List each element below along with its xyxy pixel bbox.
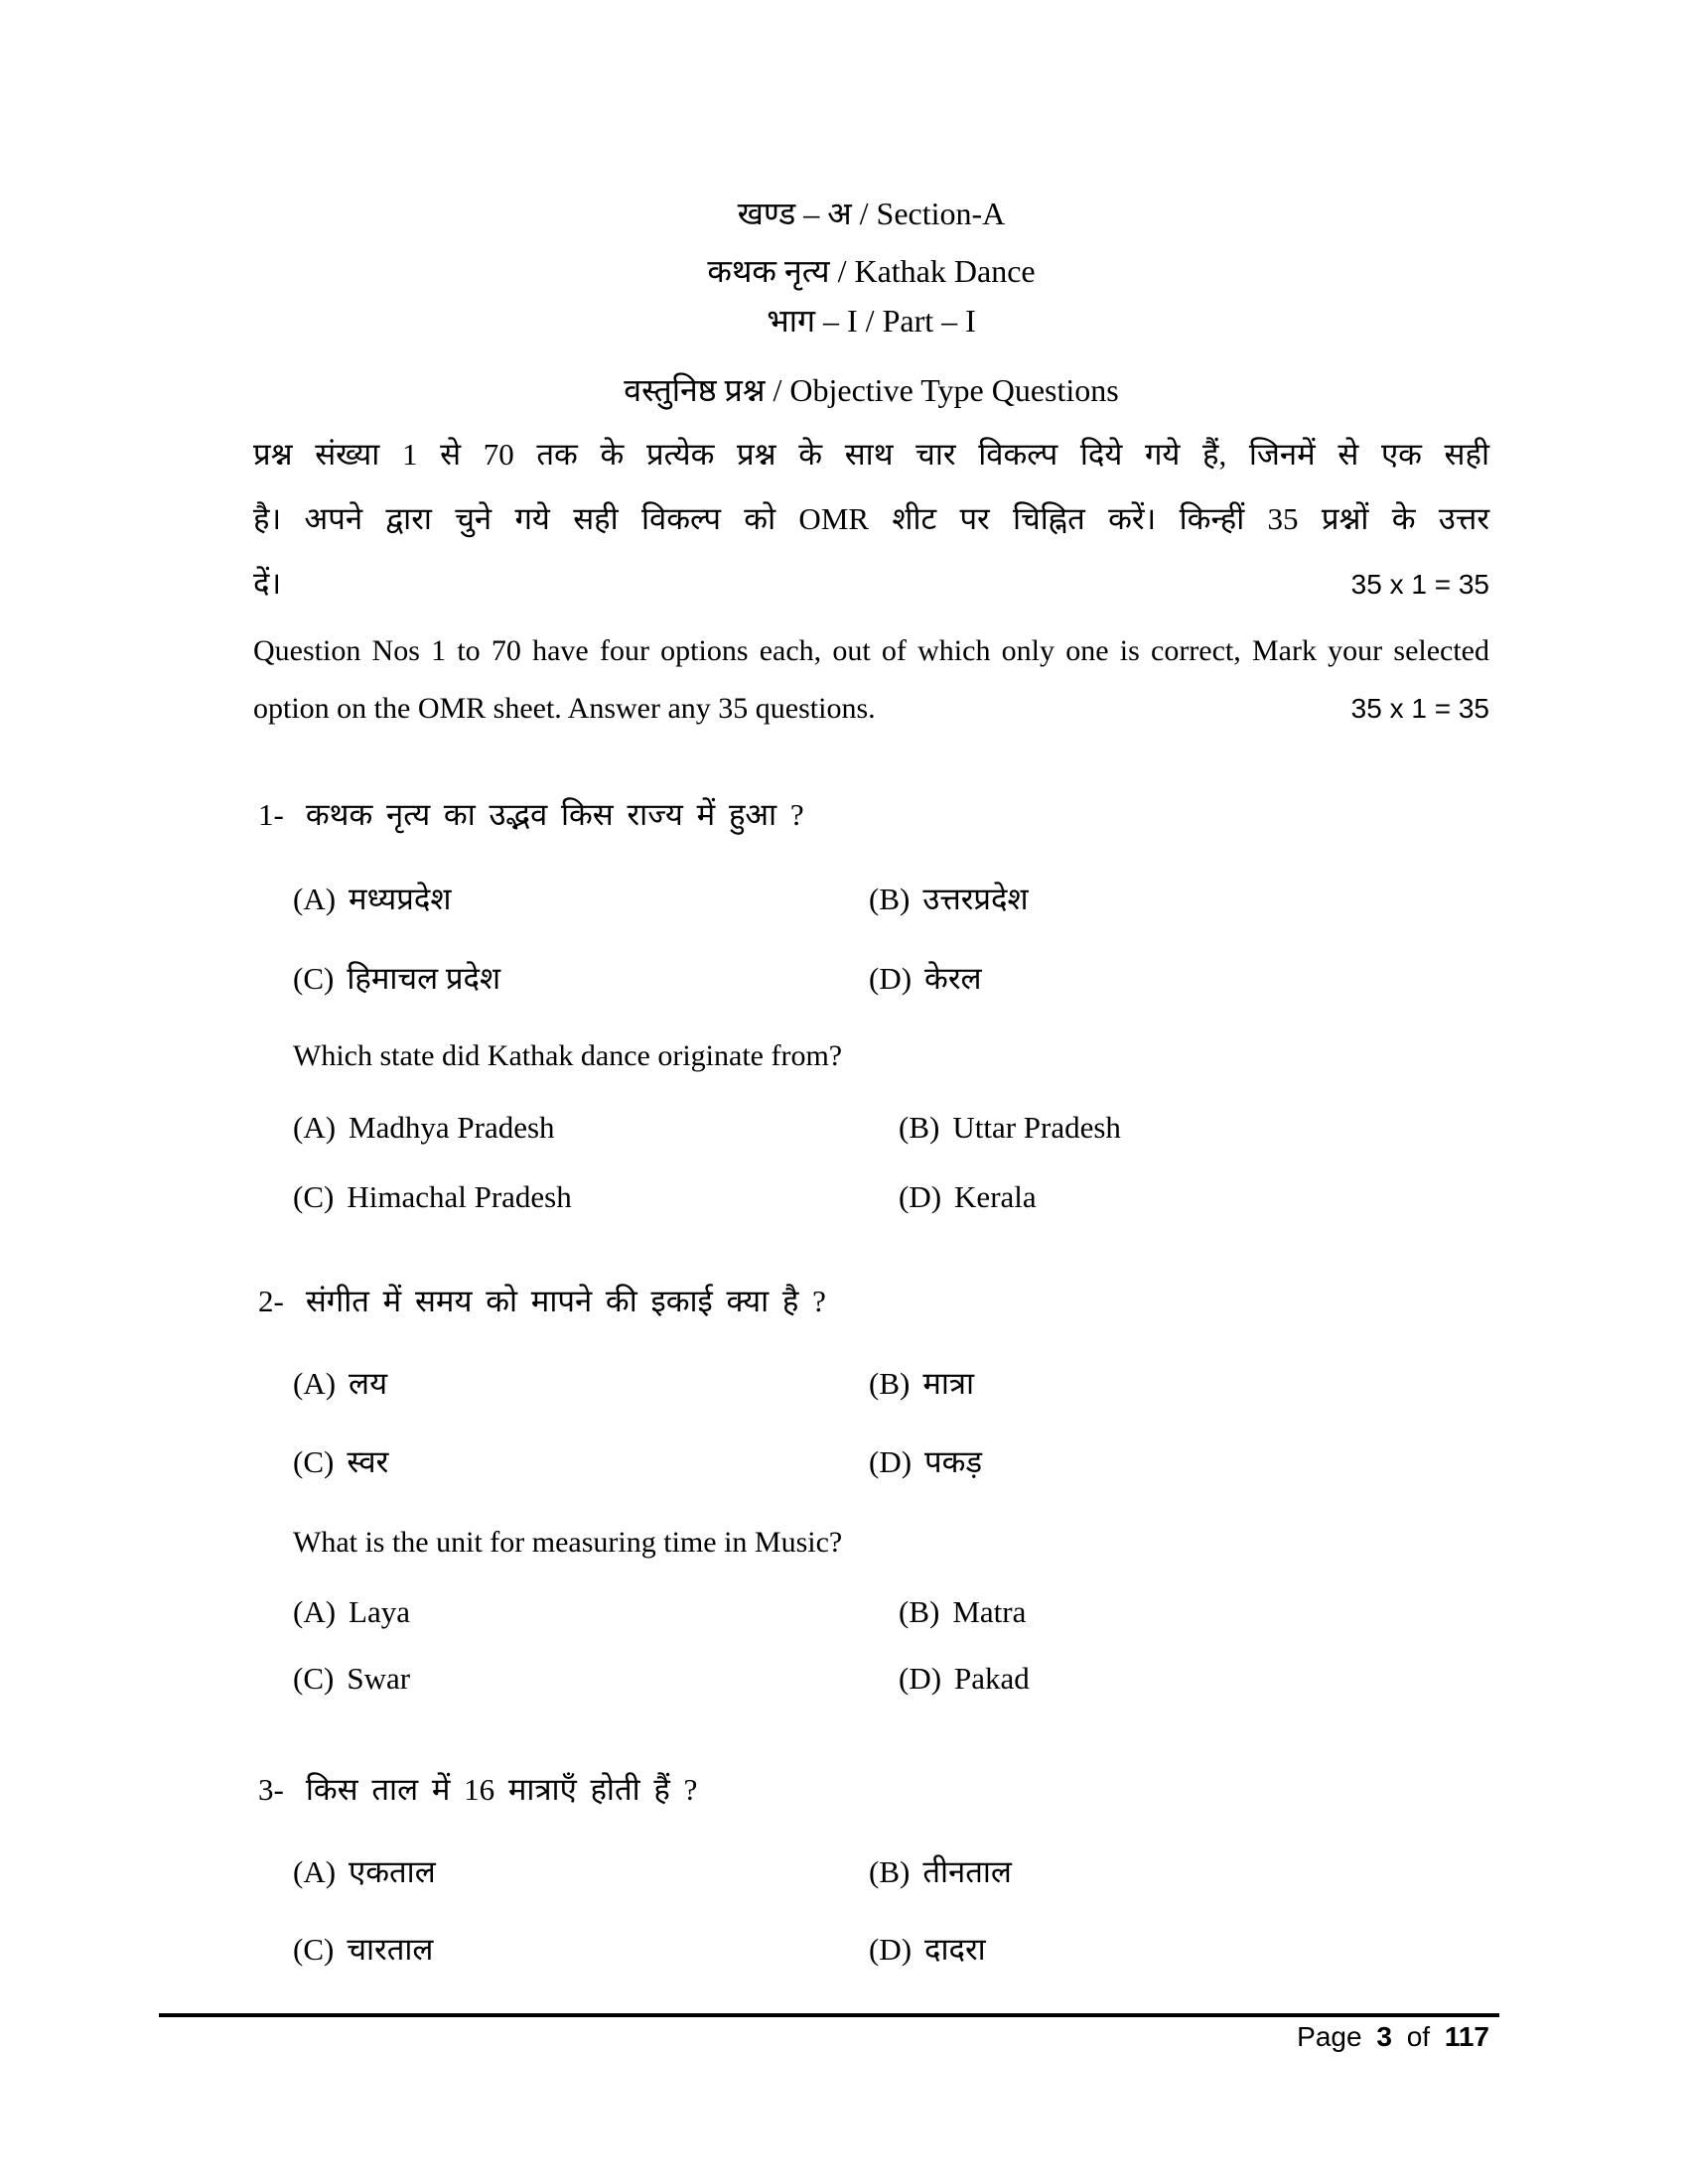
option-label: (B) [869,1854,911,1889]
option-c-hindi [253,1930,869,1970]
option-b-hindi [869,880,1029,919]
option-label: (D) [899,1179,942,1214]
question-text-hindi: संगीत में समय को मापने की इकाई क्या है ? [305,1284,826,1318]
option-text: उत्तरप्रदेश [922,882,1029,916]
subject-title: कथक नृत्य / Kathak Dance [707,253,1036,289]
of-label: of [1406,2021,1431,2052]
instructions-english-line1: Question Nos 1 to 70 have four options each, out of which only one is correct, Mark your selected [253,634,1489,667]
option-text: तीनताल [922,1854,1012,1889]
option-label: (C) [293,1179,335,1214]
option-a-english [253,1592,899,1632]
question-number: 3- [258,1772,284,1807]
option-text: Madhya Pradesh [349,1110,555,1145]
option-text: Kerala [954,1179,1037,1214]
option-b-english [899,1108,1121,1148]
option-label: (D) [899,1661,942,1696]
question-3-hindi-options-row2 [253,1930,1489,1970]
option-d-hindi [869,1442,982,1482]
option-label: (A) [293,1366,337,1401]
instructions-english-line2-text: option on the OMR sheet. Answer any 35 questions. [253,692,876,725]
option-text: स्वर [347,1444,389,1479]
option-label: (C) [293,1661,335,1696]
option-text: मध्यप्रदेश [349,882,452,916]
option-text: Swar [347,1661,411,1696]
option-c-hindi [253,1442,869,1482]
option-d-english [899,1659,1030,1699]
option-b-english [899,1592,1026,1632]
option-text: Himachal Pradesh [347,1179,572,1214]
option-a-hindi [253,1852,869,1892]
page-label: Page [1297,2021,1362,2052]
part-title: भाग – I / Part – I [767,303,976,339]
option-label: (A) [293,882,337,916]
instructions-hindi-line3 [253,551,1489,616]
question-block-2 [253,1282,1489,1699]
question-3-hindi-options-row1 [253,1852,1489,1892]
question-text-hindi: किस ताल में 16 मात्राएँ होती हैं ? [305,1772,698,1807]
option-a-hindi [253,880,869,919]
section-title: खण्ड – अ / Section-A [737,196,1006,231]
option-label: (B) [899,1110,940,1145]
question-text-hindi: कथक नृत्य का उद्भव किस राज्य में हुआ ? [305,797,804,832]
question-type-title: वस्तुनिष्ठ प्रश्न / Objective Type Questions [624,372,1119,408]
instructions-hindi-line2: है। अपने द्वारा चुने गये सही विकल्प को OMR शीट पर चिह्नित करें। किन्हीं 35 प्रश्नों के उत्तर [253,501,1489,536]
marks-scheme-hindi: 35 x 1 = 35 [1350,569,1489,600]
option-c-english [253,1659,899,1699]
option-label: (A) [293,1110,337,1145]
option-label: (D) [869,1932,913,1967]
option-label: (A) [293,1854,337,1889]
question-2-hindi-options-row1 [253,1364,1489,1404]
question-2-line [253,1282,1489,1321]
question-block-1 [253,795,1489,1217]
total-pages: 117 [1444,2021,1489,2052]
option-text: एकताल [349,1854,436,1889]
option-label: (C) [293,1444,335,1479]
question-1-hindi-options-row1 [253,880,1489,919]
question-1-english-options-row2 [253,1177,1489,1217]
question-number: 2- [258,1284,284,1318]
option-text: केरल [924,961,982,996]
question-1-line [253,795,1489,835]
instructions-hindi-line1: प्रश्न संख्या 1 से 70 तक के प्रत्येक प्रश्न के साथ चार विकल्प दिये गये हैं, जिनमें से एक सही [253,437,1489,472]
option-text: Laya [349,1594,411,1629]
instructions-english [253,622,1489,738]
option-text: चारताल [347,1932,434,1967]
question-1-hindi-options-row2 [253,959,1489,999]
option-text: Uttar Pradesh [952,1110,1121,1145]
option-label: (C) [293,961,335,996]
footer-divider [159,2013,1499,2017]
option-label: (B) [869,1366,911,1401]
question-block-3 [253,1770,1489,1970]
question-2-english-options-row1 [253,1592,1489,1632]
option-label: (A) [293,1594,337,1629]
question-number: 1- [258,797,284,832]
marks-scheme-english: 35 x 1 = 35 [1350,693,1489,724]
option-b-hindi [869,1364,974,1404]
option-a-hindi [253,1364,869,1404]
instructions-hindi-line3-text: दें। [253,566,282,601]
option-text: Matra [952,1594,1027,1629]
option-label: (B) [899,1594,940,1629]
option-text: Pakad [954,1661,1030,1696]
option-text: हिमाचल प्रदेश [347,961,501,996]
page-number: 3 [1376,2021,1392,2052]
option-b-hindi [869,1852,1012,1892]
question-2-english-options-row2 [253,1659,1489,1699]
page-content [253,194,1489,1970]
question-text-english: Which state did Kathak dance originate from? [293,1039,843,1072]
page-number-footer [1297,2021,1489,2053]
option-text: दादरा [924,1932,986,1967]
option-text: पकड़ [924,1444,983,1479]
instructions-hindi [253,422,1489,616]
option-label: (D) [869,961,913,996]
option-d-hindi [869,959,982,999]
option-text: मात्रा [922,1366,975,1401]
option-label: (C) [293,1932,335,1967]
question-2-hindi-options-row2 [253,1442,1489,1482]
option-label: (D) [869,1444,913,1479]
option-d-english [899,1177,1037,1217]
option-d-hindi [869,1930,986,1970]
option-c-english [253,1177,899,1217]
option-c-hindi [253,959,869,999]
instructions-english-line2 [253,680,1489,738]
option-a-english [253,1108,899,1148]
question-text-english: What is the unit for measuring time in Music? [293,1526,843,1559]
option-label: (B) [869,882,911,916]
question-1-english-options-row1 [253,1108,1489,1148]
question-3-line [253,1770,1489,1810]
option-text: लय [349,1366,388,1401]
